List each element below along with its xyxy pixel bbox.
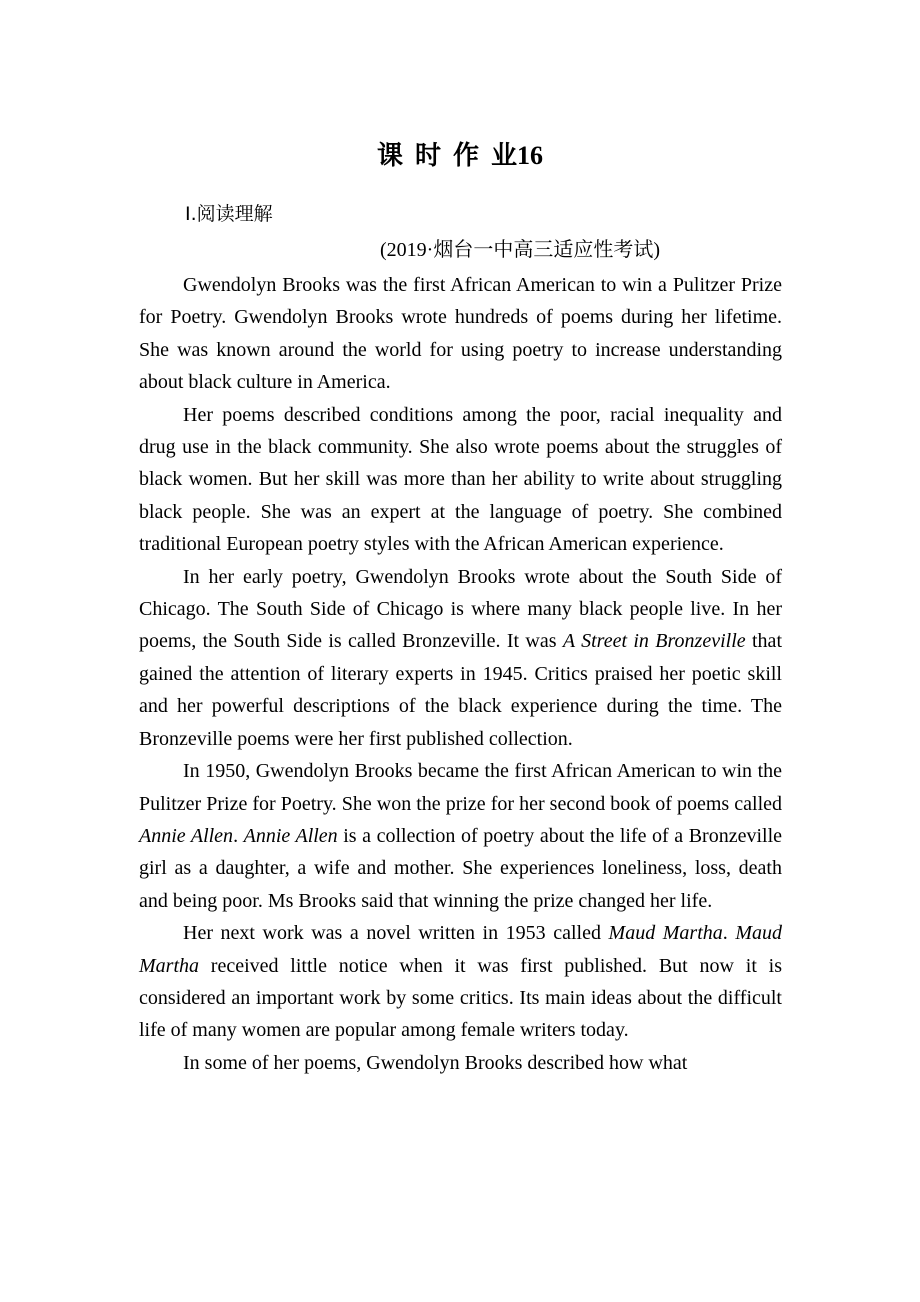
paragraph bbox=[139, 561, 782, 755]
page-title bbox=[0, 138, 920, 174]
title-char: 课 bbox=[376, 141, 403, 170]
paragraph-text: In her early poetry, Gwendolyn Brooks wrote about the South Side of Chicago. The South Side of Chicago is where many black people live. In her poems, the South Side is called Bronzeville. It was bbox=[139, 565, 782, 653]
title-char: 业 bbox=[491, 141, 518, 170]
paragraph bbox=[139, 269, 782, 399]
paragraph bbox=[139, 755, 782, 917]
paragraph-text: . bbox=[722, 922, 736, 945]
paragraph-text: Her next work was a novel written in 1953 called bbox=[183, 922, 609, 945]
title-char: 时 bbox=[414, 141, 441, 170]
passage-source: (2019·烟台一中高三适应性考试) bbox=[380, 239, 660, 261]
paragraph bbox=[139, 917, 782, 1047]
paragraph-text: is a collection of poetry about the life of a Bronzeville girl as a daughter, a wife and mother. She experiences loneliness, loss, death and being poor. Ms Brooks said that winning the prize changed her life. bbox=[139, 824, 783, 912]
italic-title: A Street in Bronzeville bbox=[562, 630, 746, 653]
italic-title: Maud Martha bbox=[608, 922, 723, 945]
paragraph-text: received little notice when it was first published. But now it is considered an important work by some critics. Its main ideas about the difficult life of many women are popular among female writers today. bbox=[139, 954, 782, 1042]
paragraph-text: Gwendolyn Brooks was the first African American to win a Pulitzer Prize for Poetry. Gwendolyn Brooks wrote hundreds of poems during her lifetime. She was known around the world for using poetry to increase understanding about black culture in America. bbox=[139, 274, 782, 394]
passage-body bbox=[139, 269, 782, 1079]
paragraph-text: In some of her poems, Gwendolyn Brooks described how what bbox=[183, 1051, 688, 1074]
paragraph-text: that gained the attention of literary experts in 1945. Critics praised her poetic skill and her powerful descriptions of the black experience during the time. The Bronzeville poems were her first published collection. bbox=[139, 630, 782, 750]
paragraph-text: Her poems described conditions among the poor, racial inequality and drug use in the black community. She also wrote poems about the struggles of black women. But her skill was more than her ability to write about struggling black people. She was an expert at the language of poetry. She combined traditional European poetry styles with the African American experience. bbox=[139, 403, 782, 556]
paragraph bbox=[139, 399, 782, 561]
paragraph-text: . bbox=[233, 824, 244, 847]
section-label: Ⅰ.阅读理解 bbox=[185, 203, 273, 225]
italic-title: Annie Allen bbox=[139, 824, 234, 847]
paragraph-text: In 1950, Gwendolyn Brooks became the first African American to win the Pulitzer Prize for Poetry. She won the prize for her second book of poems called bbox=[139, 760, 782, 815]
italic-title: Maud Martha bbox=[139, 922, 783, 977]
paragraph bbox=[139, 1047, 782, 1079]
title-char: 作 bbox=[453, 141, 480, 170]
italic-title: Annie Allen bbox=[243, 824, 338, 847]
title-number: 16 bbox=[517, 141, 544, 170]
